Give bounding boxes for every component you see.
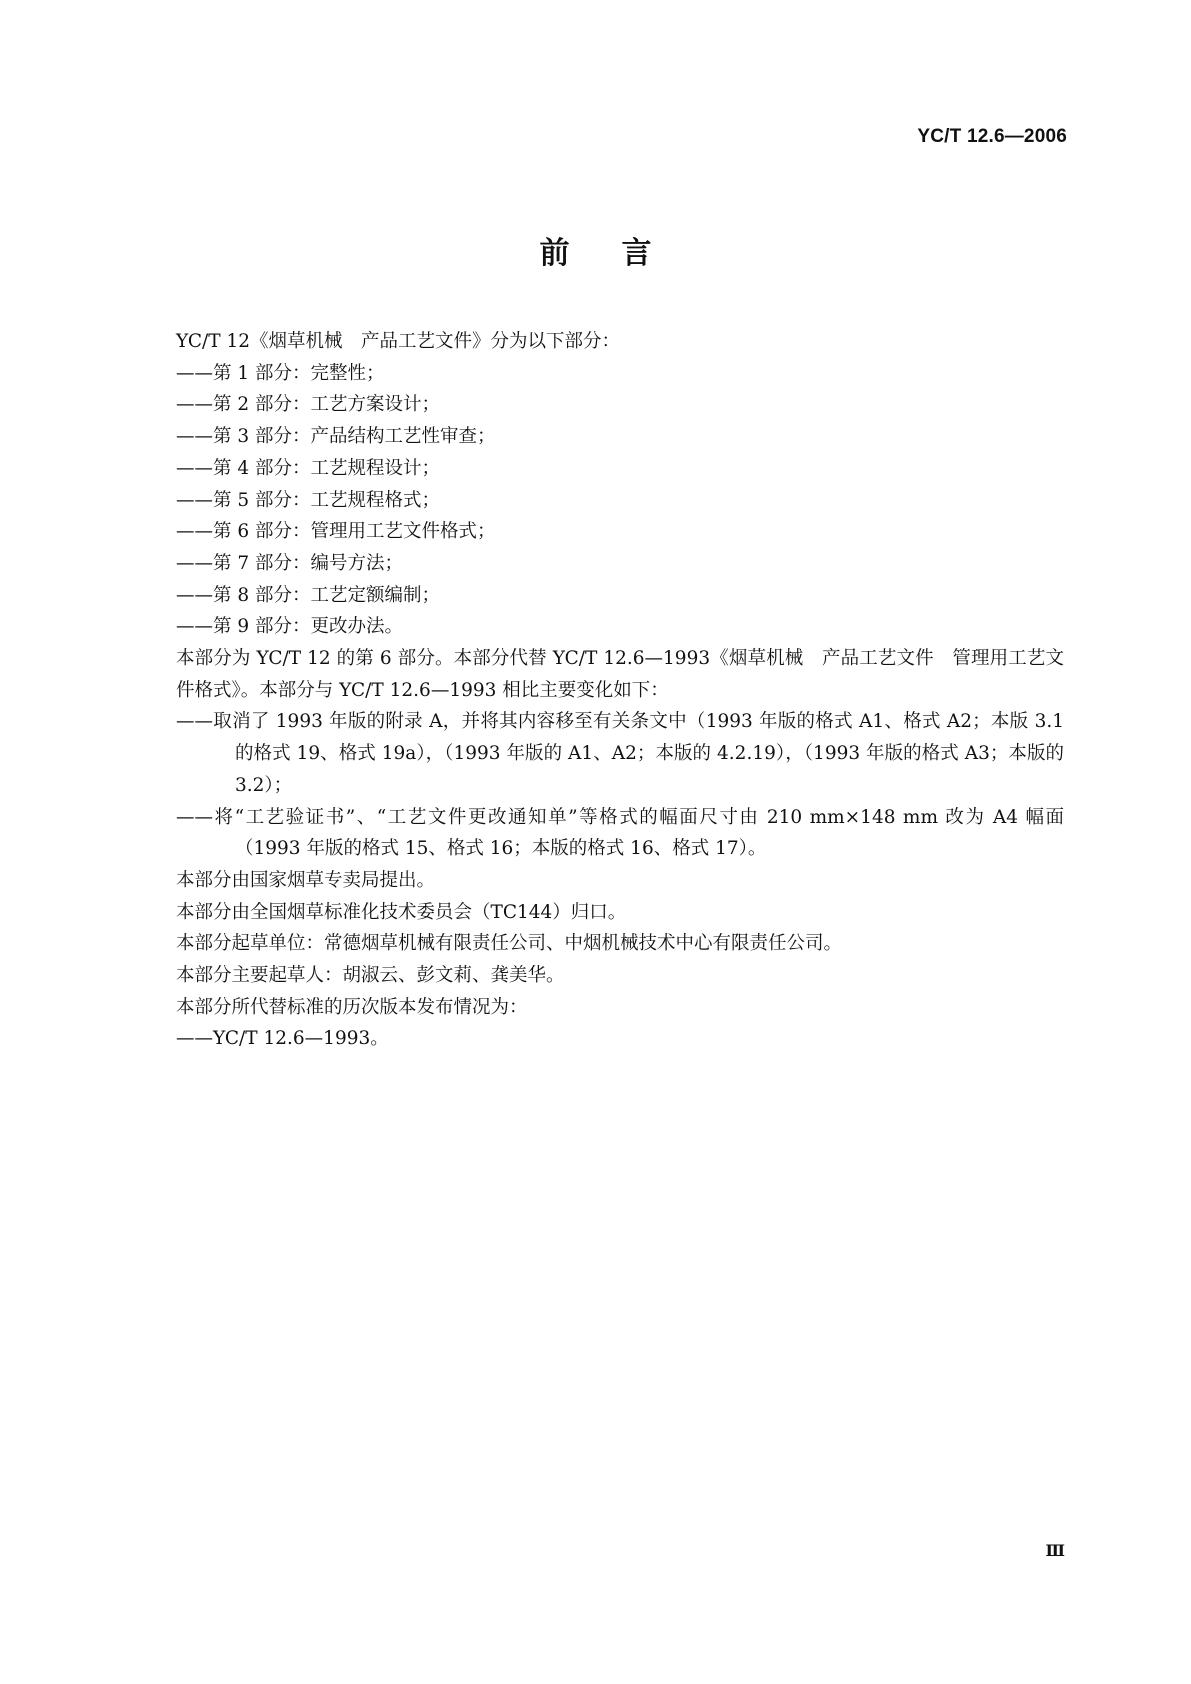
committee-paragraph: 本部分由全国烟草标准化技术委员会（TC144）归口。 [176, 901, 627, 923]
page-number: Ⅲ [1045, 1541, 1065, 1560]
part-item-8: ——第 8 部分：工艺定额编制； [176, 584, 441, 606]
history-item: ——YC/T 12.6—1993。 [176, 1028, 389, 1050]
proposer-paragraph: 本部分由国家烟草专卖局提出。 [176, 869, 436, 891]
standard-number: YC/T 12.6—2006 [917, 126, 1067, 147]
change-item-2: ——将“工艺验证书”、“工艺文件更改通知单”等格式的幅面尺寸由 210 mm×148 mm 改为 A4 幅面（1993 年版的格式 15、格式 16；本版的格式 16、格式 17）。 [176, 806, 1064, 860]
part-item-3: ——第 3 部分：产品结构工艺性审查； [176, 426, 496, 448]
change-item-1: ——取消了 1993 年版的附录 A，并将其内容移至有关条文中（1993 年版的格式 A1、格式 A2；本版 3.1 的格式 19、格式 19a），（1993 年版的 A1、A2；本版的 4.2.19），（1993 年版的格式 A3；本版的 3.2）； [176, 711, 1064, 796]
part-item-4: ——第 4 部分：工艺规程设计； [176, 457, 441, 479]
foreword-body [176, 326, 1064, 1055]
replacement-paragraph: 本部分为 YC/T 12 的第 6 部分。本部分代替 YC/T 12.6—1993《烟草机械 产品工艺文件 管理用工艺文件格式》。本部分与 YC/T 12.6—1993 相比主要变化如下： [176, 648, 1064, 701]
part-item-9: ——第 9 部分：更改办法。 [176, 616, 404, 638]
part-item-1: ——第 1 部分：完整性； [176, 362, 385, 384]
page-title: 前言 [539, 236, 704, 271]
drafters-paragraph: 本部分主要起草人：胡淑云、彭文莉、龚美华。 [176, 965, 565, 987]
part-item-5: ——第 5 部分：工艺规程格式； [176, 489, 441, 511]
history-heading-paragraph: 本部分所代替标准的历次版本发布情况为： [176, 996, 528, 1018]
part-item-2: ——第 2 部分：工艺方案设计； [176, 394, 441, 416]
intro-paragraph: YC/T 12《烟草机械 产品工艺文件》分为以下部分： [176, 331, 621, 352]
drafting-units-paragraph: 本部分起草单位：常德烟草机械有限责任公司、中烟机械技术中心有限责任公司。 [176, 933, 843, 955]
part-item-7: ——第 7 部分：编号方法； [176, 552, 404, 574]
part-item-6: ——第 6 部分：管理用工艺文件格式； [176, 521, 496, 543]
